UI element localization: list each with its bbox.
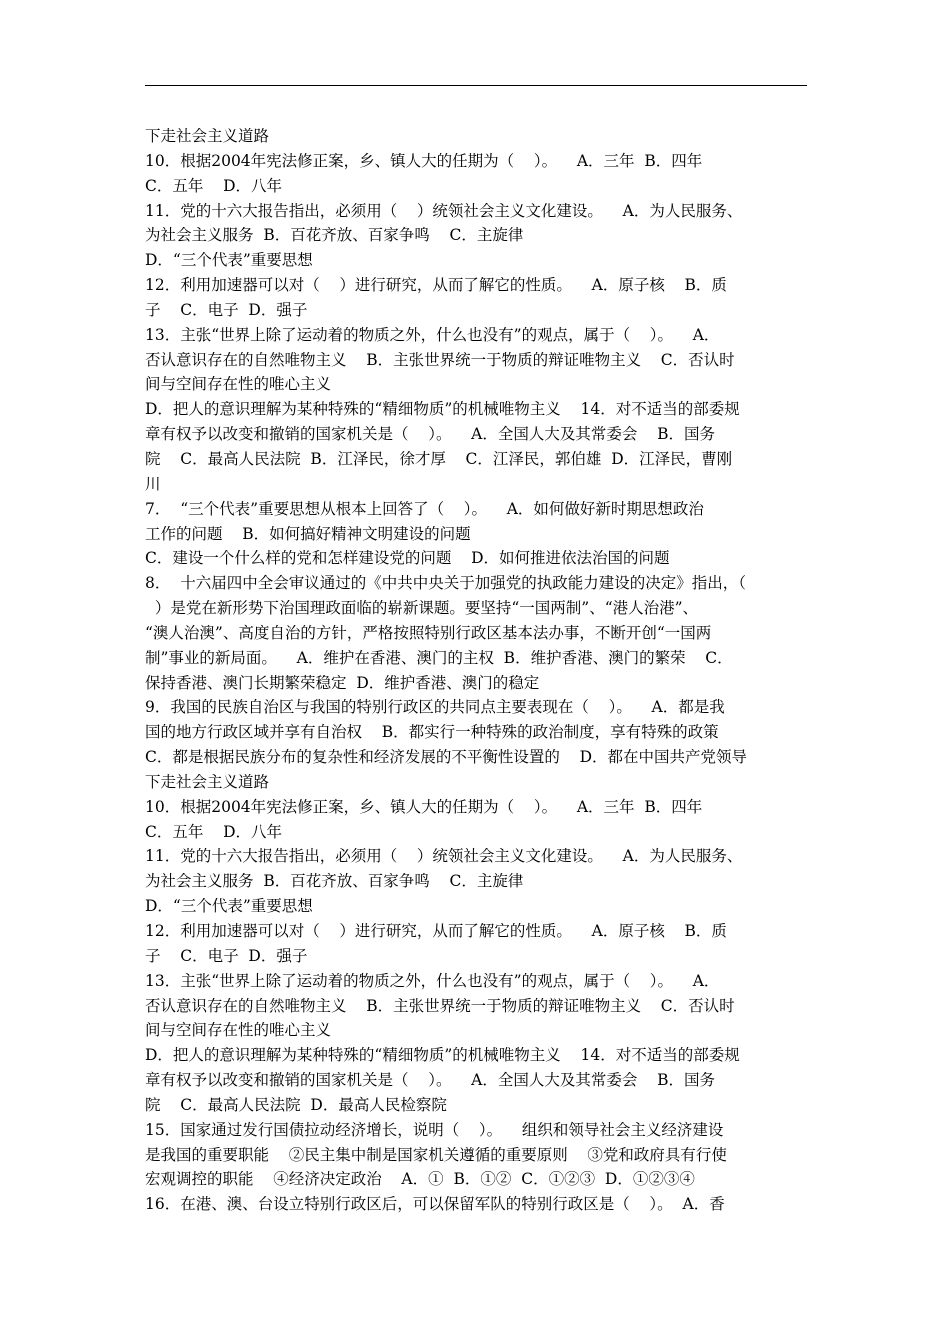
text-line: 子 C．电子 D．强子 [145,300,308,319]
text-line: “澳人治澳”、高度自治的方针，严格按照特别行政区基本法办事，不断开创“一国两 [145,623,712,642]
text-line: 院 C．最高人民法院 D．最高人民检察院 [145,1095,447,1114]
text-line: 9．我国的民族自治区与我国的特别行政区的共同点主要表现在（ ）。 A．都是我 [145,698,725,717]
text-line: 国的地方行政区域并享有自治权 B．都实行一种特殊的政治制度，享有特殊的政策 [145,723,719,742]
text-line: 章有权予以改变和撤销的国家机关是（ ）。 A．全国人大及其常委会 B．国务 [145,1071,715,1090]
text-line: 7． “三个代表”重要思想从根本上回答了（ ）。 A．如何做好新时期思想政治 [145,499,704,518]
text-line: 下走社会主义道路 [145,772,270,791]
text-line: C．都是根据民族分布的复杂性和经济发展的不平衡性设置的 D．都在中国共产党领导 [145,748,747,767]
text-line: 是我国的重要职能 ②民主集中制是国家机关遵循的重要原则 ③党和政府具有行使 [145,1145,727,1164]
text-line: 制”事业的新局面。 A．维护在香港、澳门的主权 B．维护香港、澳门的繁荣 C． [145,648,733,667]
header-rule [145,85,807,86]
text-line: 11．党的十六大报告指出，必须用（ ）统领社会主义文化建设。 A．为人民服务、 [145,201,743,220]
text-line: 16．在港、澳、台设立特别行政区后，可以保留军队的特别行政区是（ ）。 A．香 [145,1195,725,1214]
text-line: 保持香港、澳门长期繁荣稳定 D．维护香港、澳门的稳定 [145,673,540,692]
text-line: D．把人的意识理解为某种特殊的“精细物质”的机械唯物主义 14．对不适当的部委规 [145,400,740,419]
text-line: 子 C．电子 D．强子 [145,946,308,965]
text-line: D．“三个代表”重要思想 [145,251,313,270]
text-line: 为社会主义服务 B．百花齐放、百家争鸣 C．主旋律 [145,872,524,891]
text-line: 宏观调控的职能 ④经济决定政治 A．① B．①② C．①②③ D．①②③④ [145,1170,695,1189]
text-line: 否认意识存在的自然唯物主义 B．主张世界统一于物质的辩证唯物主义 C．否认时 [145,350,735,369]
document-body [145,124,807,1217]
text-line: 工作的问题 B．如何搞好精神文明建设的问题 [145,524,471,543]
text-line: 13．主张“世界上除了运动着的物质之外，什么也没有”的观点，属于（ ）。 A． [145,971,720,990]
text-line: 8． 十六届四中全会审议通过的《中共中央关于加强党的执政能力建设的决定》指出，（ [145,574,746,593]
text-line: 13．主张“世界上除了运动着的物质之外，什么也没有”的观点，属于（ ）。 A． [145,325,720,344]
text-line: 12．利用加速器可以对（ ）进行研究，从而了解它的性质。 A．原子核 B．质 [145,276,727,295]
text-line: C．五年 D．八年 [145,176,282,195]
text-line: 11．党的十六大报告指出，必须用（ ）统领社会主义文化建设。 A．为人民服务、 [145,847,743,866]
text-line: 15．国家通过发行国债拉动经济增长，说明（ ）。 组织和领导社会主义经济建设 [145,1120,724,1139]
text-line: 否认意识存在的自然唯物主义 B．主张世界统一于物质的辩证唯物主义 C．否认时 [145,996,735,1015]
text-line: D．“三个代表”重要思想 [145,897,313,916]
text-line: ）是党在新形势下治国理政面临的崭新课题。要坚持“一国两制”、“港人治港”、 [145,599,699,618]
text-line: 为社会主义服务 B．百花齐放、百家争鸣 C．主旋律 [145,226,524,245]
text-line: 间与空间存在性的唯心主义 [145,1021,332,1040]
text-line: 12．利用加速器可以对（ ）进行研究，从而了解它的性质。 A．原子核 B．质 [145,922,727,940]
text-line: 10．根据2004年宪法修正案，乡、镇人大的任期为（ ）。 A．三年 B．四年 [145,151,703,170]
text-line: 下走社会主义道路 [145,127,270,145]
text-line: 间与空间存在性的唯心主义 [145,375,332,394]
text-line: 川 [145,474,161,493]
text-line: 章有权予以改变和撤销的国家机关是（ ）。 A．全国人大及其常委会 B．国务 [145,425,715,444]
text-line: D．把人的意识理解为某种特殊的“精细物质”的机械唯物主义 14．对不适当的部委规 [145,1046,740,1065]
text-line: 10．根据2004年宪法修正案，乡、镇人大的任期为（ ）。 A．三年 B．四年 [145,797,703,816]
text-line: C．建设一个什么样的党和怎样建设党的问题 D．如何推进依法治国的问题 [145,549,670,568]
text-line: 院 C．最高人民法院 B．江泽民，徐才厚 C．江泽民，郭伯雄 D．江泽民，曹刚 [145,449,733,468]
text-line: C．五年 D．八年 [145,822,282,841]
